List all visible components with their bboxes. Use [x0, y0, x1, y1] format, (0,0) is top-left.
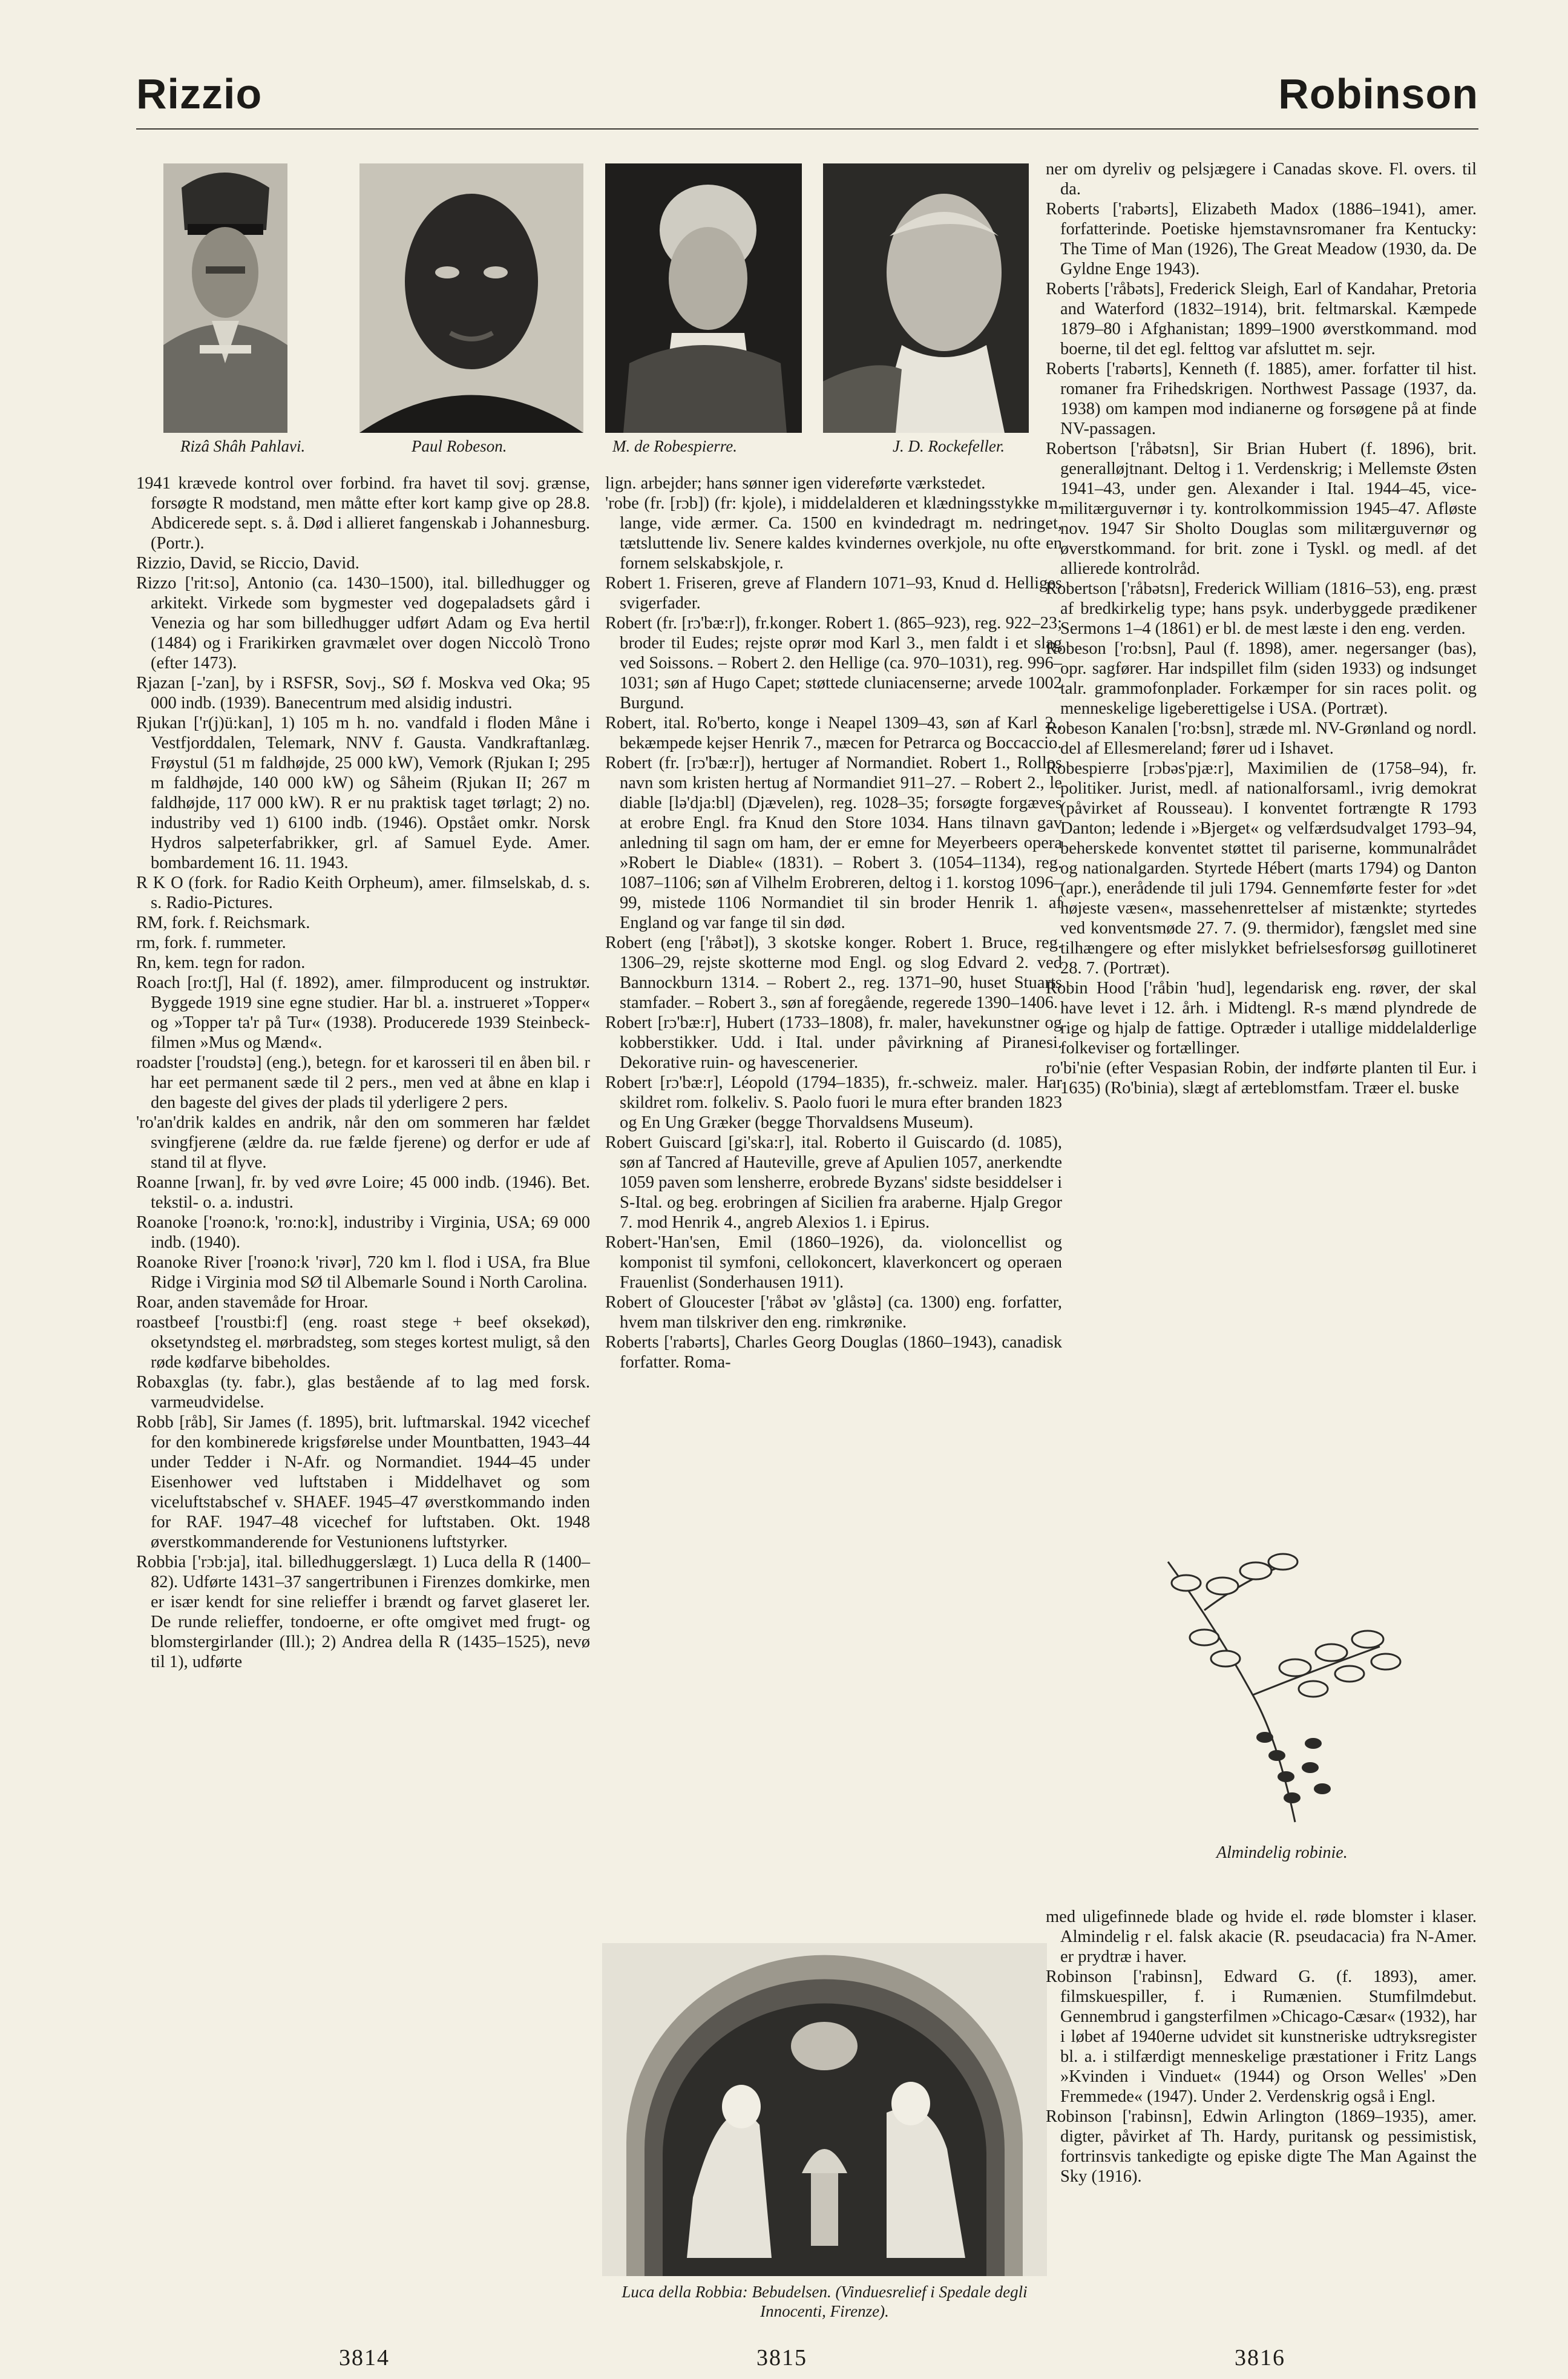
column-2: [605, 473, 1062, 1372]
header-right-word: Robinson: [1278, 70, 1478, 117]
entry: rm, fork. f. rummeter.: [136, 933, 286, 952]
portrait-paul-robeson: [359, 163, 583, 433]
entry: RM, fork. f. Reichsmark.: [136, 913, 310, 932]
header-rule: [136, 128, 1478, 130]
entry: roastbeef ['roustbi:f] (eng. roast stege + beef oksekød), oksetyndsteg el. mørbradsteg, som steges kortest muligt, så den røde kødfarve bibeholdes.: [136, 1313, 590, 1372]
entry: Roberts ['rabərts], Elizabeth Madox (1886–1941), amer. forfatterinde. Poetiske hjemstavnsromaner fra Kentucky: The Time of Man (1926), The Great Meadow (1930, da. De Gyldne Enge 1943).: [1046, 200, 1477, 278]
caption-robespierre: M. de Robespierre.: [612, 437, 737, 455]
portrait-robespierre: [605, 163, 802, 433]
entry: Robeson Kanalen ['ro:bsn], stræde ml. NV-Grønland og nordl. del af Ellesmereland; fører ud i Ishavet.: [1046, 719, 1477, 758]
entry: Robeson ['ro:bsn], Paul (f. 1898), amer. negersanger (bas), opr. sagfører. Har indspillet film (siden 1933) og indsunget talr. grammofonplader. Forkæmper for sin races polit. og menneskelige ligeberettigelse i USA. (Portræt).: [1046, 639, 1477, 718]
entry: ner om dyreliv og pelsjægere i Canadas skove. Fl. overs. til da.: [1046, 160, 1477, 199]
caption-riza-shah: Rizâ Shâh Pahlavi.: [180, 437, 306, 455]
entry: Roberts ['rabərts], Charles Georg Douglas (1860–1943), canadisk forfatter. Roma-: [605, 1333, 1062, 1372]
entry: 'robe (fr. [rɔb]) (fr: kjole), i middelalderen et klædningsstykke m. lange, vide ærmer. Ca. 1500 en kvindedragt m. nedringet, tætsluttende liv. Senere kaldes kvindernes overkjole, nu ofte en fornem selskabskjole, r.: [605, 494, 1062, 573]
entry: Robbia ['rɔb:ja], ital. billedhuggerslægt. 1) Luca della R (1400–82). Udførte 1431–37 sangertribunen i Firenzes domkirke, men er især kendt for sine relieffer i brændt og farvet glaseret ler. De runde relieffer, tondoerne, er ofte omgivet med frugt- og blomstergirlander (Ill.); 2) Andrea della R (1435–1525), nevø til 1), udførte: [136, 1553, 590, 1671]
caption-rockefeller: J. D. Rockefeller.: [893, 437, 1005, 455]
entry: Roanoke ['roəno:k, 'ro:no:k], industriby i Virginia, USA; 69 000 indb. (1940).: [136, 1213, 590, 1252]
robinia-illustration: [1095, 1538, 1434, 1834]
entry: Rizzo ['rit:so], Antonio (ca. 1430–1500), ital. billedhugger og arkitekt. Virkede som bygmester ved dogepaladsets gård i Venezia og har som billedhugger udført Adam og Eva hertil (1484) og i Frarikirken gravmælet over dogen Niccolò Trono (efter 1473).: [136, 574, 590, 673]
entry: 'ro'an'drik kaldes en andrik, når den om sommeren har fældet svingfjerene (ældre da. rue fælde fjerene) og derfor er ude af stand til at flyve.: [136, 1113, 590, 1172]
entry: Roberts ['rabərts], Kenneth (f. 1885), amer. forfatter til hist. romaner fra Frihedskrigen. Northwest Passage (1937, da. 1938) om kampen mod indianerne og forsøgene på at finde NV-passagen.: [1046, 360, 1477, 438]
column-3-top: [1046, 159, 1477, 1098]
entry: Robert Guiscard [gi'ska:r], ital. Roberto il Guiscardo (d. 1085), søn af Tancred af Hauteville, greve af Apulien 1057, anerkendte 1059 paven som lensherre, erobrede Byzans' sidste besiddelser i S-Ital. og beg. erobringen af Sicilien fra araberne. Hjalp Gregor 7. mod Henrik 4., angreb Alexios 1. i Epirus.: [605, 1133, 1062, 1232]
entry: Robert-'Han'sen, Emil (1860–1926), da. violoncellist og komponist til symfoni, cellokoncert, klaverkoncert og operaen Frauenlist (Sonderhausen 1911).: [605, 1233, 1062, 1292]
entry: Rizzio, David, se Riccio, David.: [136, 554, 359, 573]
plant-caption: Almindelig robinie.: [1216, 1843, 1348, 1862]
entry: Robert (eng ['råbət]), 3 skotske konger. Robert 1. Bruce, reg. 1306–29, rejste skotterne mod Engl. og slog Edvard 2. ved Bannockburn 1314. – Robert 2., reg. 1371–90, huset Stuarts stamfader. – Robert 3., søn af foregående, regerede 1390–1406.: [605, 933, 1062, 1012]
entry: lign. arbejder; hans sønner igen videreførte værkstedet.: [605, 474, 986, 493]
entry: Rjazan [-'zan], by i RSFSR, Sovj., SØ f. Moskva ved Oka; 95 000 indb. (1939). Banecentrum med alsidig industri.: [136, 674, 590, 712]
page-number-left: 3814: [339, 2345, 390, 2371]
entry: Robin Hood ['råbin 'hud], legendarisk eng. røver, der skal have levet i 12. årh. i Midtengl. R-s mænd plyndrede de rige og hjalp de fattige. Optræder i utallige middelalderlige folkeviser og fortællinger.: [1046, 979, 1477, 1058]
relief-caption: Luca della Robbia: Bebudelsen. (Vinduesrelief i Spedale degli Innocenti, Firenze).: [622, 2283, 1028, 2320]
entry: Robert, ital. Ro'berto, konge i Neapel 1309–43, søn af Karl 2., bekæmpede kejser Henrik 7., mæcen for Petrarca og Boccaccio.: [605, 714, 1062, 752]
entry: R K O (fork. for Radio Keith Orpheum), amer. filmselskab, d. s. s. Radio-Pictures.: [136, 874, 590, 912]
portrait-rockefeller: [823, 163, 1029, 433]
column-1: [136, 473, 590, 1672]
entry: Robert (fr. [rɔ'bæ:r]), hertuger af Normandiet. Robert 1., Rollos navn som kristen hertug af Normandiet 911–27. – Robert 2., le diable [lə'dja:bl] (Djævelen), reg. 1028–35; forsøgte forgæves at erobre Engl. fra Knud den Store 1034. Hans tilnavn gav anledning til sagn om ham, der er emne for Meyerbeers opera »Robert le Diable« (1831). – Robert 3. (1054–1134), reg. 1087–1106; søn af Vilhelm Erobreren, deltog i 1. korstog 1096–99, mistede 1106 Normandiet til sin broder Henrik 1. af England og var fange til sin død.: [605, 754, 1062, 932]
entry: Roar, anden stavemåde for Hroar.: [136, 1293, 369, 1312]
entry: Robert of Gloucester ['råbət əv 'glåstə] (ca. 1300) eng. forfatter, hvem man tilskriver den eng. rimkrønike.: [605, 1293, 1062, 1332]
header-left-word: Rizzio: [136, 70, 263, 117]
entry: Rn, kem. tegn for radon.: [136, 953, 306, 972]
entry: Robinson ['rabinsn], Edward G. (f. 1893), amer. filmskuespiller, f. i Rumænien. Stumfilmdebut. Gennembrud i gangsterfilmen »Chicago-Cæsar« (1932), har i løbet af 1940erne udvidet sit kunstneriske udtryksregister bl. a. i stilfærdigt menneskelige præstationer i Fritz Langs »Kvinden i Vinduet« (1944) og Orson Welles' »Den Fremmede« (1947). Under 2. Verdenskrig også i Engl.: [1046, 1967, 1477, 2106]
entry: Robespierre [rɔbəs'pjæ:r], Maximilien de (1758–94), fr. politiker. Jurist, medl. af nationalforsaml., ivrig demokrat (påvirket af Rousseau). I konventet fortrængte R 1793 Danton; ledende i »Bjerget« og velfærdsudvalget 1793–94, beherskede konventet støttet til pariserne, kommunalrådet og nationalgarden. Styrtede Hébert (marts 1794) og Danton (apr.), enerådende til juli 1794. Gennemførte fester for »det højeste væsen«, massehenrettelser af mistænkte; styrtedes ved konventsmøde 27. 7. (9. thermidor), fængslet med sine tilhængere og efter mislykket befrielsesforsøg guillotineret 28. 7. (Portræt).: [1046, 759, 1477, 978]
portrait-riza-shah: [163, 163, 287, 433]
column-3-bottom: [1046, 1907, 1477, 2187]
entry: Roach [ro:tʃ], Hal (f. 1892), amer. filmproducent og instruktør. Byggede 1919 sine egne studier. Har bl. a. instrueret »Topper« og »Topper ta'r på Tur« (1938). Producerede 1939 Steinbeck-filmen »Mus og Mænd«.: [136, 973, 590, 1052]
entry: Roanne [rwan], fr. by ved øvre Loire; 45 000 indb. (1946). Bet. tekstil- o. a. industri.: [136, 1173, 590, 1212]
entry: Roanoke River ['roəno:k 'rivər], 720 km l. flod i USA, fra Blue Ridge i Virginia mod SØ til Albemarle Sound i North Carolina.: [136, 1253, 590, 1292]
entry: Robertson ['råbətsn], Sir Brian Hubert (f. 1896), brit. generalløjtnant. Deltog i 1. Verdenskrig; i Mellemste Østen 1941–43, under gen. Alexander i Ital. 1944–45, vice-militærguvernør i ty. kontrolkommission 1945–47. Afløste nov. 1947 Sir Sholto Douglas som militærguvernør og øverstkommand. for brit. zone i Tyskl. og medl. af det allierede kontrolråd.: [1046, 439, 1477, 578]
relief-illustration: [602, 1943, 1047, 2276]
entry: Robert 1. Friseren, greve af Flandern 1071–93, Knud d. Helliges svigerfader.: [605, 574, 1062, 613]
entry: roadster ['roudstə] (eng.), betegn. for et karosseri til en åben bil. r har eet permanent sæde til 2 pers., men ved at åbne en klap i den bageste del gives der plads til yderligere 2 pers.: [136, 1053, 590, 1112]
running-header: [136, 58, 1478, 130]
entry: Robinson ['rabinsn], Edwin Arlington (1869–1935), amer. digter, påvirket af Th. Hardy, puritansk og pessimistisk, fortrinsvis tankedigte og episke digte The Man Against the Sky (1916).: [1046, 2107, 1477, 2186]
page-number-middle: 3815: [756, 2345, 807, 2371]
entry: Robertson ['råbətsn], Frederick William (1816–53), eng. præst af bredkirkelig type; hans psyk. underbyggede prædikener Sermons 1–4 (1861) er bl. de mest læste i den eng. verden.: [1046, 579, 1477, 638]
entry: Robaxglas (ty. fabr.), glas bestående af to lag med forsk. varmeudvidelse.: [136, 1373, 590, 1412]
page-number-right: 3816: [1235, 2345, 1285, 2371]
caption-paul-robeson: Paul Robeson.: [412, 437, 507, 455]
entry: 1941 krævede kontrol over forbind. fra havet til sovj. grænse, forsøgte R modstand, men måtte efter kort kamp give op 28.8. Abdicerede sept. s. å. Død i allieret fangenskab i Johannesburg. (Portr.).: [136, 474, 590, 553]
entry: med uligefinnede blade og hvide el. røde blomster i klaser. Almindelig r el. falsk akacie (R. pseudacacia) fra N-Amer. er prydtræ i haver.: [1046, 1907, 1477, 1966]
entry: Rjukan ['r(j)ü:kan], 1) 105 m h. no. vandfald i floden Måne i Vestfjorddalen, Telemark, NNV f. Gausta. Vandkraftanlæg. Frøystul (51 m faldhøjde, 25 000 kW), Vemork (Rjukan I; 295 m faldhøjde, 140 000 kW) og Såheim (Rjukan II; 267 m faldhøjde, 117 000 kW). R er nu praktisk taget tørlagt; 2) no. industriby ved 1) 6100 indb. (1946). Opstået omkr. Norsk Hydros salpeterfabrikker, grl. af Samuel Eyde. Amer. bombardement 16. 11. 1943.: [136, 714, 590, 872]
entry: Robert [rɔ'bæ:r], Hubert (1733–1808), fr. maler, havekunstner og kobberstikker. Udd. i Ital. under påvirkning af Piranesi. Dekorative ruin- og havescenerier.: [605, 1013, 1062, 1072]
entry: Roberts ['råbəts], Frederick Sleigh, Earl of Kandahar, Pretoria and Waterford (1832–1914), brit. feltmarskal. Kæmpede 1879–80 i Afghanistan; 1899–1900 øverstkommand. mod boerne, til det egl. felttog var afsluttet m. sejr.: [1046, 280, 1477, 358]
entry: Robert (fr. [rɔ'bæ:r]), fr.konger. Robert 1. (865–923), reg. 922–23; broder til Eudes; rejste oprør mod Karl 3., men faldt i et slag ved Soissons. – Robert 2. den Hellige (ca. 970–1031), reg. 996–1031; søn af Hugo Capet; støttede cluniacenserne; arvede 1002 Burgund.: [605, 614, 1062, 712]
entry: Robb [råb], Sir James (f. 1895), brit. luftmarskal. 1942 vicechef for den kombinerede krigsførelse under Mountbatten, 1943–44 under Tedder i N-Afr. og Normandiet. 1944–45 under Eisenhower ved luftstaben i Middelhavet og som viceluftstabschef v. SHAEF. 1945–47 øverstkommando inden for RAF. 1947–48 vicechef for luftstaben. Okt. 1948 øverstkommanderende for Vestunionens luftstyrker.: [136, 1413, 590, 1551]
entry: ro'bi'nie (efter Vespasian Robin, der indførte planten til Eur. i 1635) (Ro'binia), slægt af ærteblomstfam. Træer el. buske: [1046, 1059, 1477, 1097]
entry: Robert [rɔ'bæ:r], Léopold (1794–1835), fr.-schweiz. maler. Har skildret rom. folkeliv. S. Paolo fuori le mura efter branden 1823 og En Ung Græker (begge Thorvaldsens Museum).: [605, 1073, 1062, 1132]
